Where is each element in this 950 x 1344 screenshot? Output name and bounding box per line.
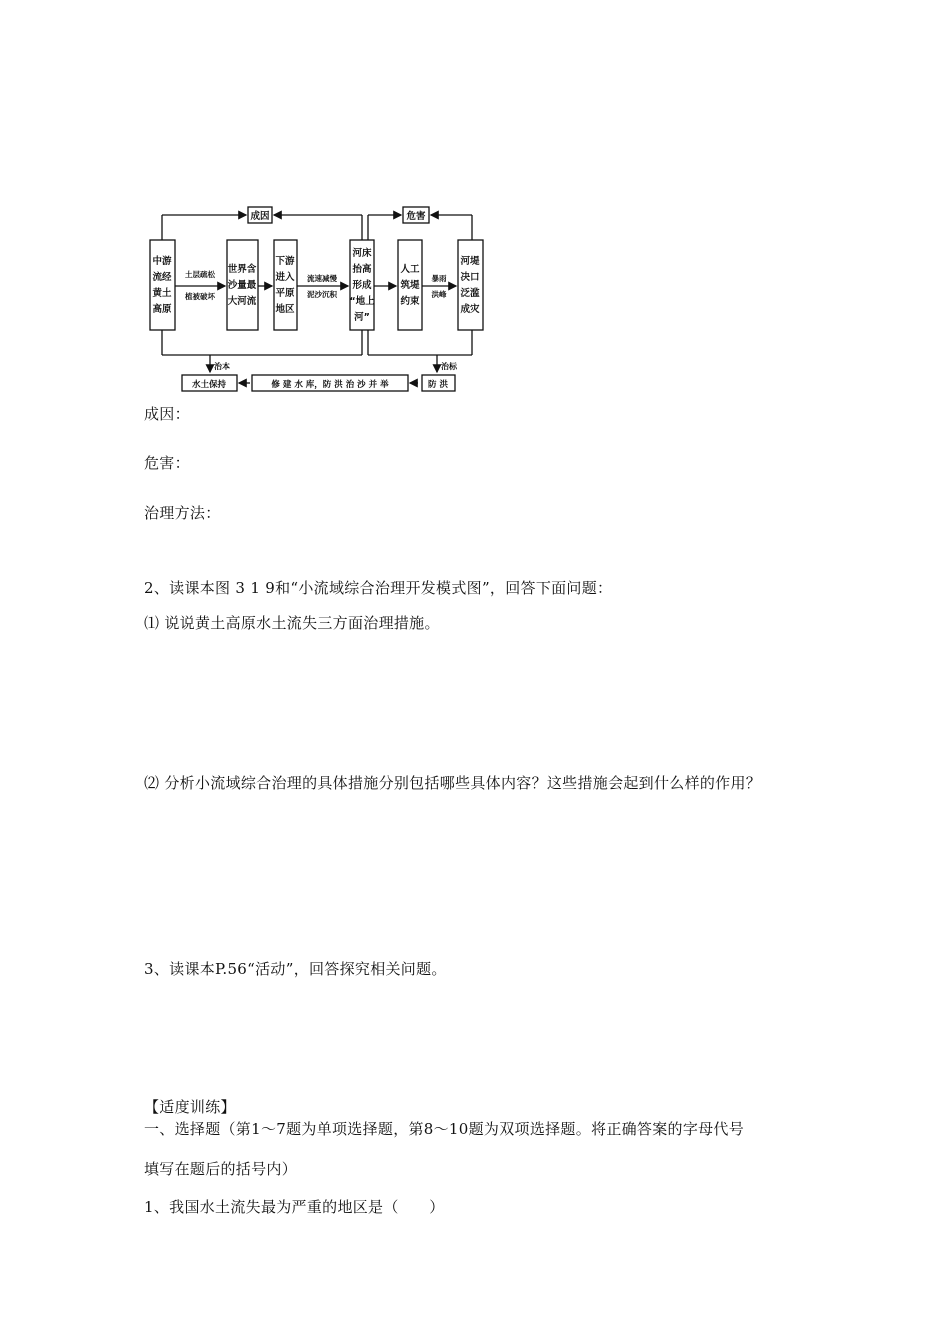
middle-measure-box: 修 建 水 库，防 洪 治 沙 并 举 [271,380,389,390]
box-b5-line-1: 筑堤 [400,280,420,291]
question-3: 3、读课本P.56“活动”，回答探究相关问题。 [144,960,447,978]
arrow-label-3b: 洪峰 [431,290,447,299]
question-2: 2、读课本图 3 1 9和“小流域综合治理开发模式图”，回答下面问题： [144,579,613,597]
box-b3-line-1: 进入 [275,272,295,283]
cause-box: 成因 [250,211,270,222]
box-b5-line-0: 人工 [400,264,420,275]
arrow-label-3a: 暴雨 [431,274,447,283]
box-b1-line-3: 高原 [152,304,172,315]
box-b6-line-2: 泛滥 [460,288,480,299]
training-heading: 【适度训练】 [144,1098,236,1116]
box-b3-line-0: 下游 [275,256,295,267]
section-1-line-1: 一、选择题（第1～7题为单项选择题，第8～10题为双项选择题。将正确答案的字母代号 [144,1120,745,1138]
box-b2-line-0: 世界含 [227,264,257,275]
arrow-label-1a: 土层疏松 [185,270,215,279]
cause-label: 成因： [144,405,190,423]
question-2-1: ⑴ 说说黄土高原水土流失三方面治理措施。 [144,614,440,632]
method-label: 治理方法： [144,504,221,522]
soil-conservation-box: 水土保持 [191,380,227,390]
flood-control-box: 防 洪 [428,380,448,390]
box-b4-line-0: 河床 [352,248,372,259]
treat-root-label: 治本 [214,362,230,371]
flowchart-diagram [0,0,950,400]
box-b2-line-2: 大河流 [227,296,257,307]
arrow-label-2b: 泥沙沉积 [307,290,337,299]
arrow-label-1b: 植被破坏 [185,292,215,301]
box-b6-line-1: 决口 [460,272,480,283]
box-b1-line-1: 流经 [152,272,172,283]
box-b4-line-3: “地上 [349,296,375,307]
harm-box: 危害 [406,211,426,222]
box-b4-line-4: 河” [354,312,370,323]
box-b4-line-2: 形成 [352,280,372,291]
box-b6-line-3: 成灾 [460,304,480,315]
box-b6-line-0: 河堤 [460,256,480,267]
box-b1-line-2: 黄土 [152,288,172,299]
question-2-2: ⑵ 分析小流域综合治理的具体措施分别包括哪些具体内容？这些措施会起到什么样的作用？ [144,774,762,792]
box-b3-line-2: 平原 [275,288,295,299]
box-b5-line-2: 约束 [400,296,420,307]
item-1: 1、我国水土流失最为严重的地区是（ ） [144,1198,445,1216]
treat-symptom-label: 治标 [441,362,457,371]
box-b2-line-1: 沙量最 [227,280,257,291]
box-b1-line-0: 中游 [152,256,172,267]
box-b3-line-3: 地区 [275,304,295,315]
section-1-line-2: 填写在题后的括号内） [144,1160,298,1178]
box-b4-line-1: 抬高 [352,264,372,275]
arrow-label-2a: 流速减慢 [307,274,337,283]
harm-label: 危害： [144,454,190,472]
